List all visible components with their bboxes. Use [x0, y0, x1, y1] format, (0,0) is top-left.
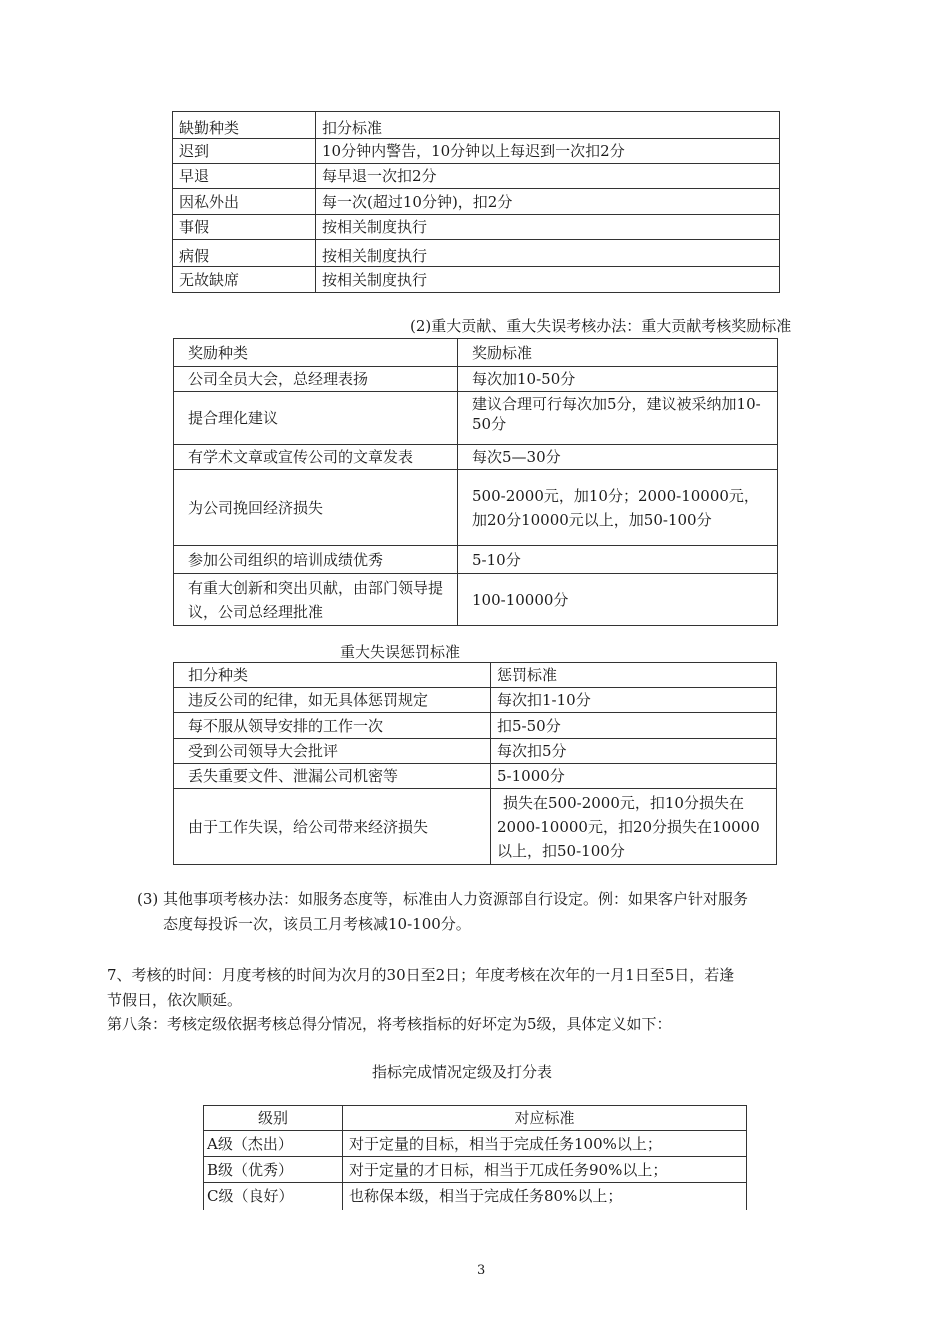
section3-line2: 态度每投诉一次，该员工月考核减10-100分。 — [163, 915, 471, 933]
header-cell: 奖励种类 — [174, 339, 458, 367]
section7-line2: 节假日，依次顺延。 — [107, 991, 243, 1009]
type-cell: 提合理化建议 — [174, 392, 458, 445]
table-row — [204, 1157, 747, 1183]
standard-cell: 每次加10-50分 — [458, 367, 778, 392]
header-cell: 奖励标准 — [458, 339, 778, 367]
type-cell: 无故缺席 — [173, 267, 316, 293]
standard-text: 损失在500-2000元，扣10分损失在2000-10000元，扣20分损失在10000以上，扣50-100分 — [497, 793, 760, 860]
table-row — [174, 739, 777, 764]
standard-text: 建议合理可行每次加5分，建议被采纳加10-50分 — [472, 395, 761, 433]
table-row — [173, 240, 780, 267]
standard-cell: 也称保本级，相当于完成任务80%以上； — [343, 1183, 747, 1211]
table-row — [173, 215, 780, 240]
table-row — [204, 1183, 747, 1211]
standard-cell — [458, 470, 778, 546]
table-row — [174, 688, 777, 713]
type-cell: 因私外出 — [173, 189, 316, 215]
table-row — [174, 764, 777, 789]
grade-cell: A级（杰出） — [204, 1131, 343, 1157]
standard-cell: 每次5—30分 — [458, 445, 778, 470]
standard-cell: 按相关制度执行 — [316, 215, 780, 240]
section7-line1: 7、考核的时间：月度考核的时间为次月的30日至2日；年度考核在次年的一月1日至5日，若逢 — [107, 966, 735, 984]
type-cell: 早退 — [173, 164, 316, 189]
type-cell: 迟到 — [173, 139, 316, 164]
table-row — [174, 367, 778, 392]
header-cell: 扣分标准 — [316, 112, 780, 139]
table-row — [174, 392, 778, 445]
type-cell: 受到公司领导大会批评 — [174, 739, 491, 764]
table-row — [174, 574, 778, 626]
table-row — [174, 470, 778, 546]
table-row — [173, 164, 780, 189]
type-cell: 有学术文章或宣传公司的文章发表 — [174, 445, 458, 470]
standard-cell — [458, 392, 778, 445]
standard-cell: 每次扣5分 — [491, 739, 777, 764]
table-row — [204, 1131, 747, 1157]
standard-cell: 对于定量的才日标，相当于兀成任务90%以上； — [343, 1157, 747, 1183]
section-heading: (2)重大贡献、重大失误考核办法：重大贡献考核奖励标准 — [410, 317, 792, 335]
table-row — [174, 546, 778, 574]
table-row — [173, 189, 780, 215]
standard-text: 500-2000元，加10分；2000-10000元，加20分10000元以上，加50-100分 — [472, 486, 759, 529]
table-row — [174, 445, 778, 470]
standard-cell: 按相关制度执行 — [316, 267, 780, 293]
table-row — [174, 713, 777, 739]
standard-cell: 10分钟内警告，10分钟以上每迟到一次扣2分 — [316, 139, 780, 164]
type-cell: 参加公司组织的培训成绩优秀 — [174, 546, 458, 574]
table-row — [174, 789, 777, 865]
grade-table — [203, 1105, 747, 1210]
type-cell: 由于工作失误，给公司带来经济损失 — [174, 789, 491, 865]
type-cell: 为公司挽回经济损失 — [174, 470, 458, 546]
table-row — [173, 267, 780, 293]
type-text: 有重大创新和突出贝献，由部门领导提议，公司总经理批准 — [188, 578, 444, 621]
standard-cell: 5-1000分 — [491, 764, 777, 789]
standard-cell — [491, 789, 777, 865]
reward-table — [173, 338, 778, 626]
table-header-row — [204, 1106, 747, 1131]
standard-cell: 按相关制度执行 — [316, 240, 780, 267]
standard-cell: 对于定量的目标，相当于完成任务100%以上； — [343, 1131, 747, 1157]
standard-cell: 5-10分 — [458, 546, 778, 574]
standard-cell: 100-10000分 — [458, 574, 778, 626]
type-cell: 病假 — [173, 240, 316, 267]
grade-table-title: 指标完成情况定级及打分表 — [372, 1063, 553, 1081]
standard-cell: 每一次(超过10分钟)，扣2分 — [316, 189, 780, 215]
section3-line1: (3) 其他事项考核办法：如服务态度等，标准由人力资源部自行设定。例：如果客户针对服务 — [137, 890, 749, 908]
absence-table — [172, 111, 780, 293]
table-header-row — [174, 663, 777, 688]
type-cell: 丢失重要文件、泄漏公司机密等 — [174, 764, 491, 789]
type-cell — [174, 574, 458, 626]
grade-cell: C级（良好） — [204, 1183, 343, 1211]
standard-cell: 每早退一次扣2分 — [316, 164, 780, 189]
header-cell: 扣分种类 — [174, 663, 491, 688]
table-header-row — [173, 112, 780, 139]
penalty-title: 重大失误惩罚标准 — [340, 643, 461, 661]
header-cell: 惩罚标准 — [491, 663, 777, 688]
standard-cell: 扣5-50分 — [491, 713, 777, 739]
header-cell: 缺勤种类 — [173, 112, 316, 139]
table-row — [173, 139, 780, 164]
type-cell: 公司全员大会，总经理表扬 — [174, 367, 458, 392]
table-header-row — [174, 339, 778, 367]
standard-cell: 每次扣1-10分 — [491, 688, 777, 713]
header-cell: 级别 — [204, 1106, 343, 1131]
page-number: 3 — [477, 1263, 486, 1278]
type-cell: 事假 — [173, 215, 316, 240]
article8-text: 第八条：考核定级依据考核总得分情况，将考核指标的好坏定为5级，具体定义如下： — [107, 1015, 672, 1033]
type-cell: 每不服从领导安排的工作一次 — [174, 713, 491, 739]
type-cell: 违反公司的纪律，如无具体惩罚规定 — [174, 688, 491, 713]
grade-table-wrapper — [203, 1105, 748, 1210]
penalty-table — [173, 662, 777, 865]
grade-cell: B级（优秀） — [204, 1157, 343, 1183]
header-cell: 对应标准 — [343, 1106, 747, 1131]
